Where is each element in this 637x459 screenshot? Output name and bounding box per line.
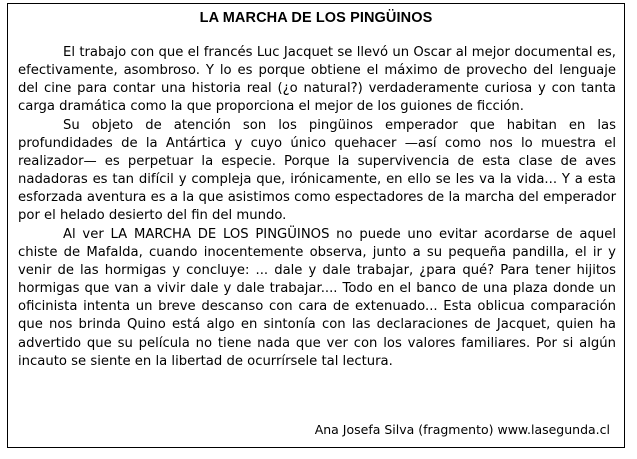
- paragraph-2: Su objeto de atención son los pingüinos emperador que habitan en las profundidades de la Antártica y cuyo único quehacer —así como nos lo muestra el realizador— es perpetuar la especie. Porque la supervivencia de esta clase de aves nadadoras es tan difícil y compleja que, irónicamente, en ello se les va la vida... Y a esta esforzada aventura es a la que asistimos como espectadores de la marcha del emperador por el helado desierto del fin del mundo.: [18, 117, 616, 224]
- document-body: [18, 44, 616, 371]
- document-title: LA MARCHA DE LOS PINGÜINOS: [199, 10, 433, 26]
- signature-source: Ana Josefa Silva (fragmento) www.lasegunda.cl: [314, 422, 610, 437]
- paragraph-3: Al ver LA MARCHA DE LOS PINGÜINOS no puede uno evitar acordarse de aquel chiste de Mafalda, cuando inocentemente observa, junto a su pequeña pandilla, el ir y venir de las hormigas y concluye: ... dale y dale trabajar, ¿para qué? Para tener hijitos hormigas que van a vivir dale y dale trabajar.... Todo en el banco de una plaza donde un oficinista intenta un breve descanso con cara de extenuado... Esta oblicua comparación que nos brinda Quino está algo en sintonía con las declaraciones de Jacquet, quien ha advertido que su película no tiene nada que ver con los valores familiares. Por si algún incauto se siente en la libertad de ocurrírsele tal lectura.: [18, 226, 616, 369]
- paragraph-1: El trabajo con que el francés Luc Jacquet se llevó un Oscar al mejor documental es, efectivamente, asombroso. Y lo es porque obtiene el máximo de provecho del lenguaje del cine para contar una historia real (¿o natural?) verdaderamente curiosa y con tanta carga dramática como la que proporciona el mejor de los guiones de ficción.: [18, 45, 616, 115]
- document-frame: [7, 3, 625, 448]
